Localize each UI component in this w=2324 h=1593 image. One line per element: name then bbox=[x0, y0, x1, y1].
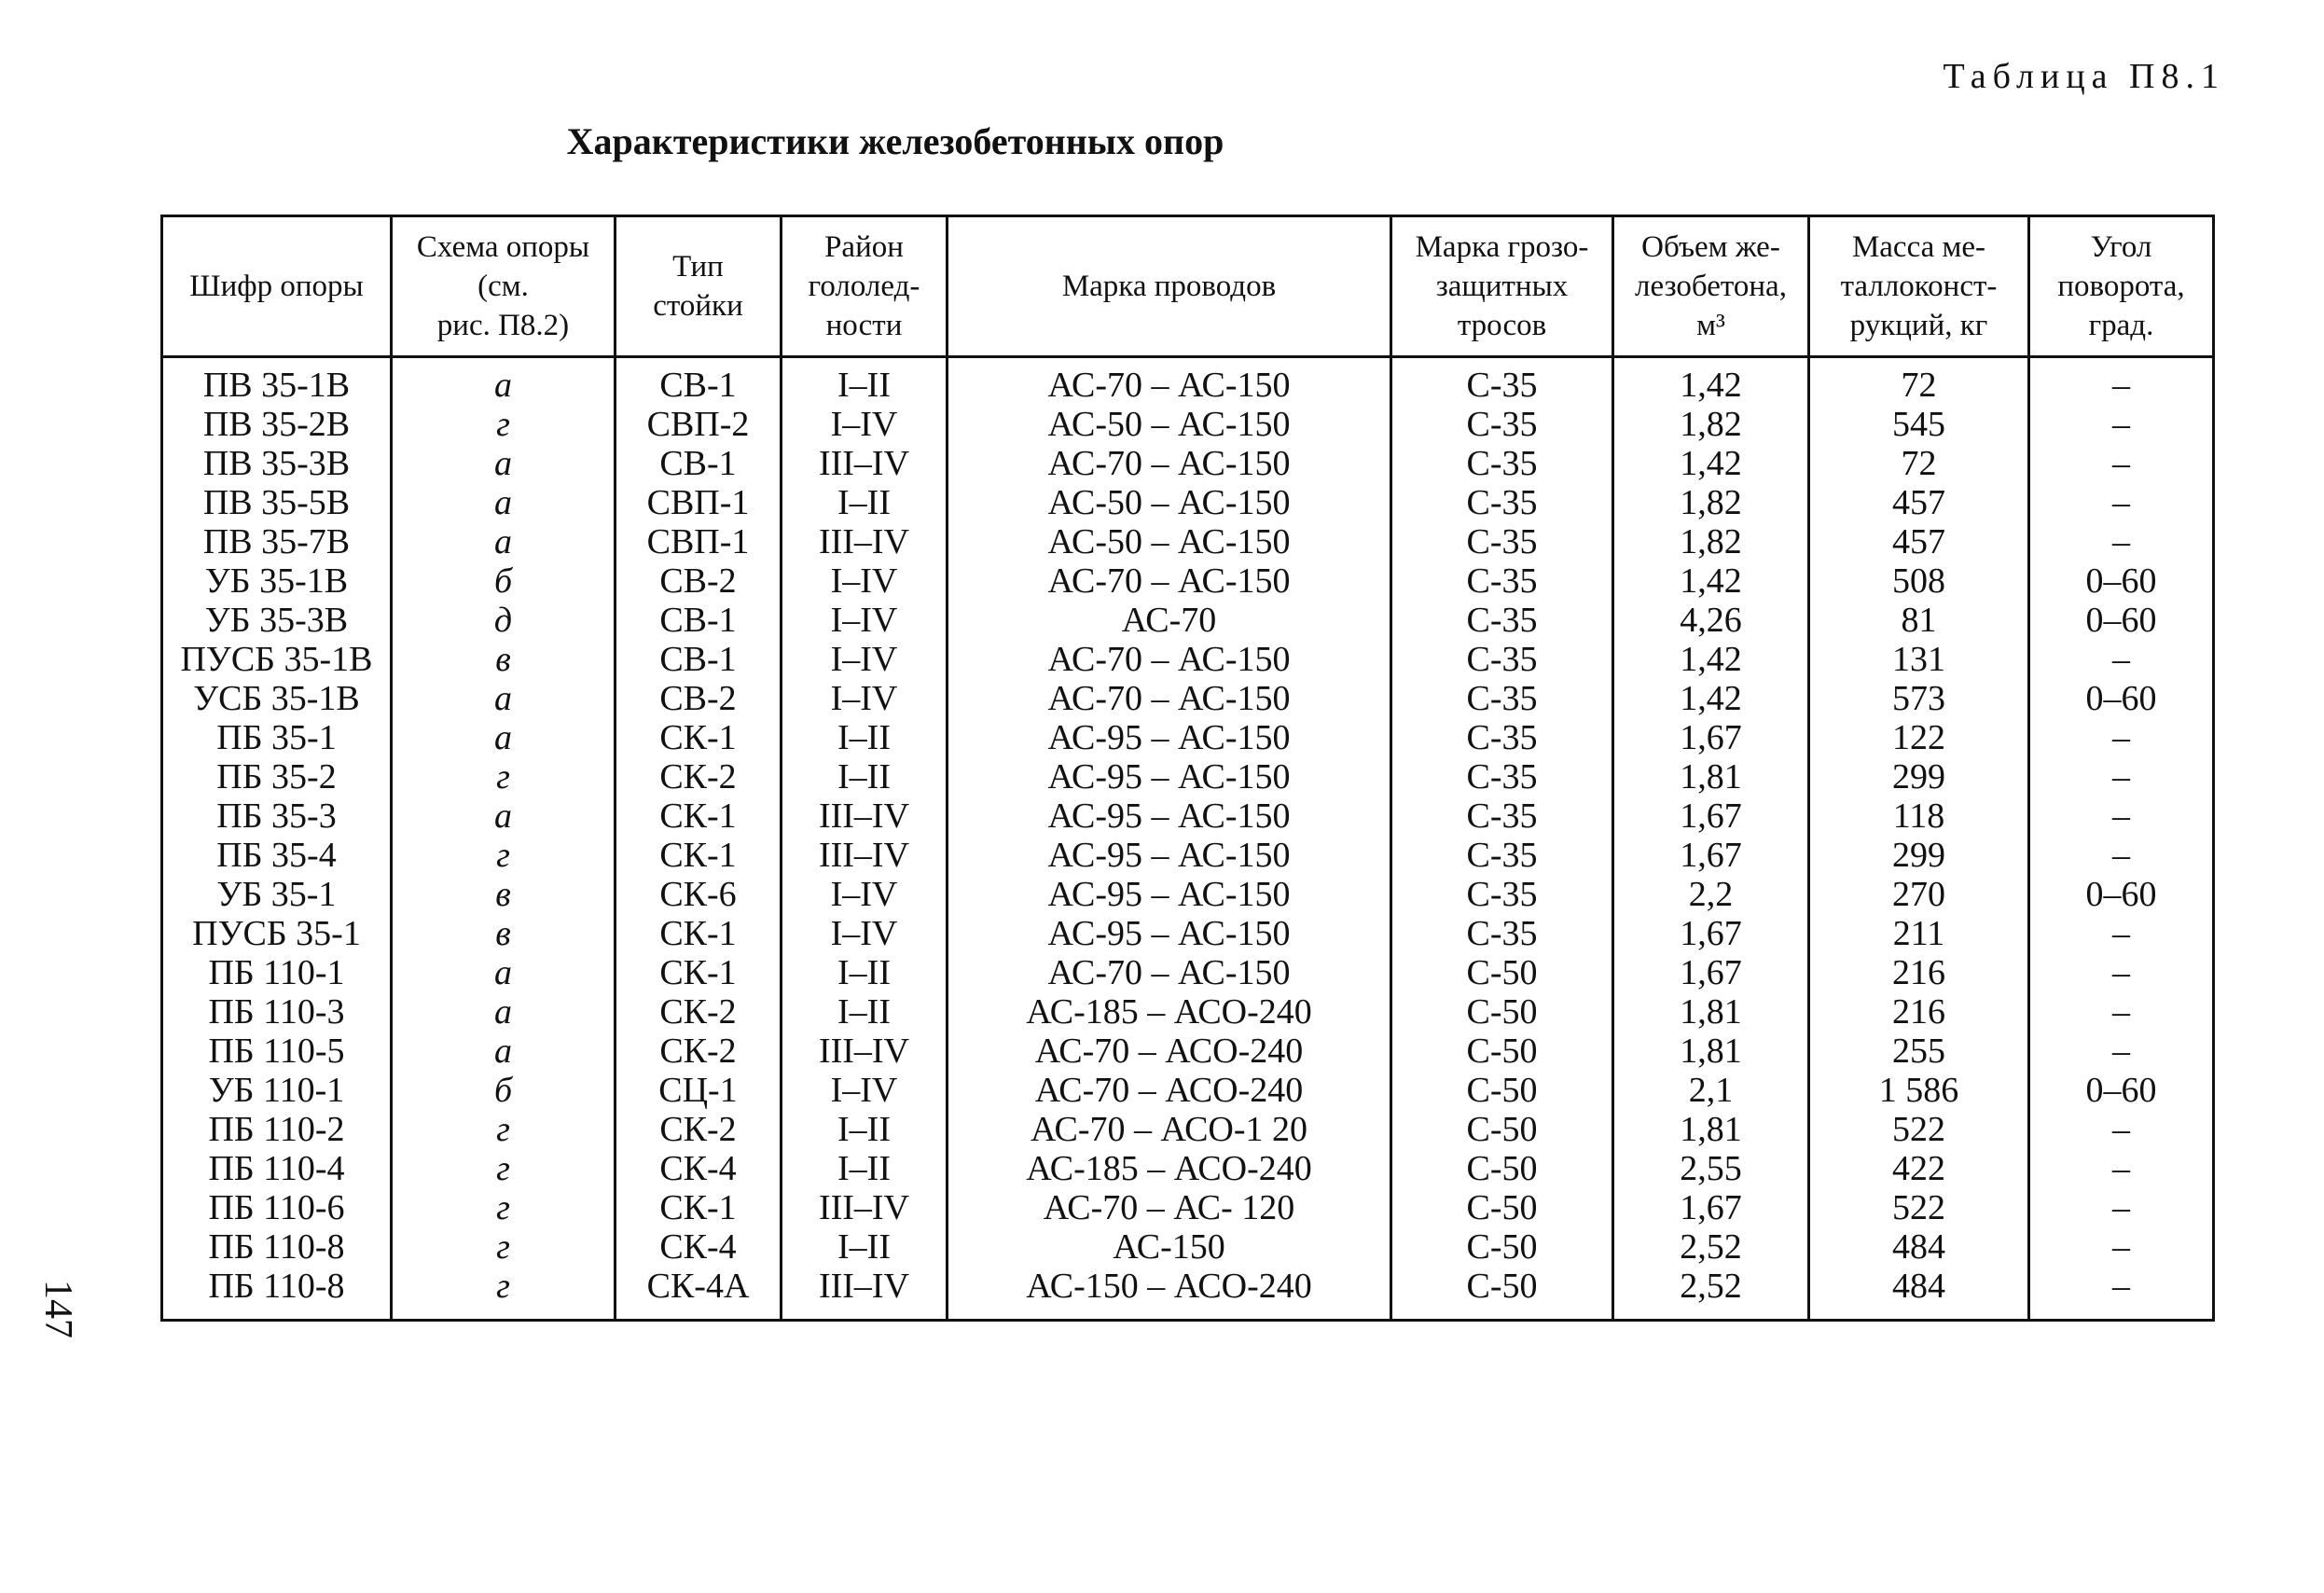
supports-table bbox=[160, 215, 2215, 1322]
cell-ice-region: I–IV bbox=[782, 914, 948, 953]
cell-wire-grade: АС-95 – АС-150 bbox=[948, 875, 1391, 914]
cell-turn-angle: – bbox=[2029, 914, 2214, 953]
table-row bbox=[162, 914, 2214, 953]
cell-concrete-volume: 2,52 bbox=[1613, 1227, 1809, 1267]
cell-stand-type: СВП-1 bbox=[616, 522, 782, 561]
cell-wire-grade: АС-50 – АС-150 bbox=[948, 522, 1391, 561]
cell-stand-type: СВП-1 bbox=[616, 483, 782, 522]
cell-turn-angle: 0–60 bbox=[2029, 1071, 2214, 1110]
cell-scheme: а bbox=[392, 679, 616, 718]
cell-scheme: г bbox=[392, 1149, 616, 1188]
table-header bbox=[162, 216, 2214, 357]
header-line: м³ bbox=[1696, 309, 1725, 342]
cell-scheme: г bbox=[392, 836, 616, 875]
cell-code: ПБ 110-3 bbox=[162, 992, 392, 1032]
table-body bbox=[162, 357, 2214, 1321]
header-metal-mass bbox=[1809, 216, 2029, 357]
cell-scheme: а bbox=[392, 992, 616, 1032]
cell-stand-type: СВ-1 bbox=[616, 444, 782, 483]
table-row bbox=[162, 1188, 2214, 1227]
cell-concrete-volume: 1,67 bbox=[1613, 836, 1809, 875]
cell-ground-wire: С-50 bbox=[1391, 1110, 1613, 1149]
header-line: Масса ме- bbox=[1851, 230, 1986, 264]
cell-turn-angle: 0–60 bbox=[2029, 561, 2214, 601]
cell-metal-mass: 211 bbox=[1809, 914, 2029, 953]
cell-scheme: а bbox=[392, 444, 616, 483]
table-row bbox=[162, 1032, 2214, 1071]
cell-scheme: а bbox=[392, 953, 616, 992]
cell-code: ПБ 110-2 bbox=[162, 1110, 392, 1149]
cell-turn-angle: – bbox=[2029, 640, 2214, 679]
cell-metal-mass: 216 bbox=[1809, 992, 2029, 1032]
table-row bbox=[162, 561, 2214, 601]
cell-scheme: г bbox=[392, 1110, 616, 1149]
cell-turn-angle: – bbox=[2029, 405, 2214, 444]
cell-scheme: а bbox=[392, 1032, 616, 1071]
cell-stand-type: СВ-1 bbox=[616, 601, 782, 640]
cell-stand-type: СК-1 bbox=[616, 796, 782, 836]
cell-metal-mass: 270 bbox=[1809, 875, 2029, 914]
cell-ground-wire: С-35 bbox=[1391, 836, 1613, 875]
cell-ice-region: III–IV bbox=[782, 1032, 948, 1071]
header-line: (см. bbox=[477, 270, 529, 303]
cell-wire-grade: АС-70 – АС-150 bbox=[948, 640, 1391, 679]
cell-turn-angle: – bbox=[2029, 718, 2214, 757]
cell-metal-mass: 422 bbox=[1809, 1149, 2029, 1188]
cell-concrete-volume: 2,2 bbox=[1613, 875, 1809, 914]
cell-ice-region: I–II bbox=[782, 1227, 948, 1267]
cell-concrete-volume: 4,26 bbox=[1613, 601, 1809, 640]
cell-concrete-volume: 1,67 bbox=[1613, 914, 1809, 953]
cell-ground-wire: С-35 bbox=[1391, 718, 1613, 757]
cell-turn-angle: – bbox=[2029, 1032, 2214, 1071]
cell-scheme: б bbox=[392, 561, 616, 601]
cell-ground-wire: С-35 bbox=[1391, 357, 1613, 406]
cell-code: УСБ 35-1В bbox=[162, 679, 392, 718]
cell-metal-mass: 1 586 bbox=[1809, 1071, 2029, 1110]
cell-ground-wire: С-50 bbox=[1391, 992, 1613, 1032]
cell-stand-type: СК-4 bbox=[616, 1149, 782, 1188]
cell-concrete-volume: 1,42 bbox=[1613, 561, 1809, 601]
cell-scheme: в bbox=[392, 914, 616, 953]
header-line: град. bbox=[2088, 309, 2154, 342]
page-number: 147 bbox=[36, 1280, 79, 1338]
cell-ground-wire: С-35 bbox=[1391, 640, 1613, 679]
cell-turn-angle: 0–60 bbox=[2029, 601, 2214, 640]
header-line: тросов bbox=[1457, 309, 1547, 342]
cell-turn-angle: 0–60 bbox=[2029, 875, 2214, 914]
cell-metal-mass: 81 bbox=[1809, 601, 2029, 640]
cell-ice-region: I–II bbox=[782, 1149, 948, 1188]
header-line: Район bbox=[824, 230, 904, 264]
header-scheme bbox=[392, 216, 616, 357]
table-row bbox=[162, 718, 2214, 757]
table-row bbox=[162, 953, 2214, 992]
cell-metal-mass: 545 bbox=[1809, 405, 2029, 444]
cell-ice-region: I–IV bbox=[782, 405, 948, 444]
cell-turn-angle: – bbox=[2029, 1188, 2214, 1227]
header-code bbox=[162, 216, 392, 357]
cell-code: ПВ 35-7В bbox=[162, 522, 392, 561]
cell-code: ПБ 110-8 bbox=[162, 1227, 392, 1267]
cell-wire-grade: АС-150 bbox=[948, 1227, 1391, 1267]
cell-ice-region: I–II bbox=[782, 757, 948, 796]
table-row bbox=[162, 522, 2214, 561]
cell-ground-wire: С-35 bbox=[1391, 875, 1613, 914]
cell-metal-mass: 457 bbox=[1809, 483, 2029, 522]
cell-ice-region: I–IV bbox=[782, 875, 948, 914]
cell-wire-grade: АС-95 – АС-150 bbox=[948, 914, 1391, 953]
cell-metal-mass: 122 bbox=[1809, 718, 2029, 757]
cell-wire-grade: АС-185 – АСО-240 bbox=[948, 992, 1391, 1032]
cell-ice-region: I–II bbox=[782, 1110, 948, 1149]
cell-scheme: а bbox=[392, 718, 616, 757]
cell-turn-angle: – bbox=[2029, 757, 2214, 796]
cell-ice-region: I–IV bbox=[782, 1071, 948, 1110]
cell-concrete-volume: 1,67 bbox=[1613, 1188, 1809, 1227]
table-row bbox=[162, 1110, 2214, 1149]
header-line: стойки bbox=[653, 289, 743, 323]
cell-metal-mass: 131 bbox=[1809, 640, 2029, 679]
cell-code: ПБ 110-1 bbox=[162, 953, 392, 992]
table-row bbox=[162, 875, 2214, 914]
cell-code: УБ 35-3В bbox=[162, 601, 392, 640]
cell-wire-grade: АС-95 – АС-150 bbox=[948, 836, 1391, 875]
cell-concrete-volume: 1,67 bbox=[1613, 796, 1809, 836]
cell-ground-wire: С-50 bbox=[1391, 1267, 1613, 1321]
cell-concrete-volume: 1,81 bbox=[1613, 1110, 1809, 1149]
cell-wire-grade: АС-50 – АС-150 bbox=[948, 483, 1391, 522]
cell-wire-grade: АС-70 – АС- 120 bbox=[948, 1188, 1391, 1227]
cell-scheme: а bbox=[392, 796, 616, 836]
table-row bbox=[162, 836, 2214, 875]
cell-wire-grade: АС-70 – АС-150 bbox=[948, 953, 1391, 992]
cell-code: ПУСБ 35-1В bbox=[162, 640, 392, 679]
cell-stand-type: СК-4А bbox=[616, 1267, 782, 1321]
cell-wire-grade: АС-70 – АСО-240 bbox=[948, 1071, 1391, 1110]
cell-ice-region: III–IV bbox=[782, 796, 948, 836]
cell-ground-wire: С-35 bbox=[1391, 522, 1613, 561]
cell-scheme: а bbox=[392, 522, 616, 561]
table-row bbox=[162, 444, 2214, 483]
cell-code: ПБ 35-1 bbox=[162, 718, 392, 757]
cell-concrete-volume: 2,52 bbox=[1613, 1267, 1809, 1321]
cell-code: ПВ 35-2В bbox=[162, 405, 392, 444]
cell-code: ПВ 35-5В bbox=[162, 483, 392, 522]
cell-code: ПБ 35-2 bbox=[162, 757, 392, 796]
cell-stand-type: СК-4 bbox=[616, 1227, 782, 1267]
cell-scheme: а bbox=[392, 483, 616, 522]
cell-scheme: г bbox=[392, 757, 616, 796]
cell-wire-grade: АС-70 – АСО-240 bbox=[948, 1032, 1391, 1071]
header-line: Объем же- bbox=[1641, 230, 1780, 264]
cell-scheme: б bbox=[392, 1071, 616, 1110]
cell-turn-angle: – bbox=[2029, 1110, 2214, 1149]
cell-code: УБ 35-1В bbox=[162, 561, 392, 601]
cell-concrete-volume: 1,67 bbox=[1613, 718, 1809, 757]
cell-ice-region: III–IV bbox=[782, 836, 948, 875]
cell-stand-type: СК-2 bbox=[616, 1110, 782, 1149]
cell-turn-angle: – bbox=[2029, 1227, 2214, 1267]
cell-wire-grade: АС-95 – АС-150 bbox=[948, 757, 1391, 796]
header-line: рукций, кг bbox=[1849, 309, 1988, 342]
cell-concrete-volume: 1,42 bbox=[1613, 444, 1809, 483]
header-row bbox=[162, 216, 2214, 357]
header-line: ности bbox=[825, 309, 903, 342]
cell-scheme: в bbox=[392, 875, 616, 914]
cell-stand-type: СК-2 bbox=[616, 992, 782, 1032]
table-row bbox=[162, 796, 2214, 836]
cell-wire-grade: АС-185 – АСО-240 bbox=[948, 1149, 1391, 1188]
cell-concrete-volume: 1,67 bbox=[1613, 953, 1809, 992]
cell-turn-angle: – bbox=[2029, 796, 2214, 836]
cell-ground-wire: С-35 bbox=[1391, 679, 1613, 718]
cell-concrete-volume: 1,82 bbox=[1613, 522, 1809, 561]
cell-stand-type: СЦ-1 bbox=[616, 1071, 782, 1110]
cell-ground-wire: С-50 bbox=[1391, 1188, 1613, 1227]
table-row bbox=[162, 357, 2214, 406]
cell-turn-angle: – bbox=[2029, 992, 2214, 1032]
cell-ground-wire: С-35 bbox=[1391, 914, 1613, 953]
cell-stand-type: СК-1 bbox=[616, 718, 782, 757]
cell-ice-region: I–II bbox=[782, 357, 948, 406]
cell-metal-mass: 522 bbox=[1809, 1110, 2029, 1149]
table-row bbox=[162, 757, 2214, 796]
cell-wire-grade: АС-95 – АС-150 bbox=[948, 718, 1391, 757]
cell-turn-angle: 0–60 bbox=[2029, 679, 2214, 718]
cell-stand-type: СВ-1 bbox=[616, 640, 782, 679]
cell-scheme: д bbox=[392, 601, 616, 640]
cell-scheme: в bbox=[392, 640, 616, 679]
cell-code: ПБ 110-8 bbox=[162, 1267, 392, 1321]
cell-stand-type: СК-1 bbox=[616, 953, 782, 992]
cell-ice-region: I–II bbox=[782, 992, 948, 1032]
cell-code: ПВ 35-3В bbox=[162, 444, 392, 483]
cell-metal-mass: 255 bbox=[1809, 1032, 2029, 1071]
header-ground-wire bbox=[1391, 216, 1613, 357]
cell-turn-angle: – bbox=[2029, 1267, 2214, 1321]
table-row bbox=[162, 1071, 2214, 1110]
cell-wire-grade: АС-70 – АС-150 bbox=[948, 561, 1391, 601]
cell-ice-region: III–IV bbox=[782, 522, 948, 561]
cell-turn-angle: – bbox=[2029, 836, 2214, 875]
header-line: поворота, bbox=[2057, 270, 2185, 303]
cell-ice-region: III–IV bbox=[782, 1267, 948, 1321]
cell-ice-region: III–IV bbox=[782, 444, 948, 483]
cell-code: УБ 110-1 bbox=[162, 1071, 392, 1110]
cell-ground-wire: С-50 bbox=[1391, 953, 1613, 992]
table-row bbox=[162, 1227, 2214, 1267]
table-label: Таблица П8.1 bbox=[1943, 57, 2225, 96]
table-row bbox=[162, 992, 2214, 1032]
cell-concrete-volume: 1,82 bbox=[1613, 483, 1809, 522]
cell-code: ПБ 110-5 bbox=[162, 1032, 392, 1071]
cell-wire-grade: АС-70 – АС-150 bbox=[948, 444, 1391, 483]
cell-metal-mass: 299 bbox=[1809, 836, 2029, 875]
table-row bbox=[162, 640, 2214, 679]
cell-code: УБ 35-1 bbox=[162, 875, 392, 914]
cell-turn-angle: – bbox=[2029, 444, 2214, 483]
cell-metal-mass: 522 bbox=[1809, 1188, 2029, 1227]
cell-metal-mass: 457 bbox=[1809, 522, 2029, 561]
cell-turn-angle: – bbox=[2029, 357, 2214, 406]
cell-ice-region: I–IV bbox=[782, 679, 948, 718]
cell-metal-mass: 484 bbox=[1809, 1227, 2029, 1267]
cell-ice-region: I–IV bbox=[782, 640, 948, 679]
cell-concrete-volume: 1,42 bbox=[1613, 679, 1809, 718]
table-row bbox=[162, 1267, 2214, 1321]
cell-wire-grade: АС-70 – АС-150 bbox=[948, 679, 1391, 718]
header-stand-type bbox=[616, 216, 782, 357]
cell-ground-wire: С-35 bbox=[1391, 483, 1613, 522]
cell-stand-type: СК-1 bbox=[616, 914, 782, 953]
cell-stand-type: СК-1 bbox=[616, 1188, 782, 1227]
cell-ground-wire: С-50 bbox=[1391, 1032, 1613, 1071]
header-line: рис. П8.2) bbox=[436, 309, 570, 342]
header-line: Схема опоры bbox=[416, 230, 590, 264]
header-line: Марка проводов bbox=[1061, 270, 1277, 303]
cell-ground-wire: С-50 bbox=[1391, 1227, 1613, 1267]
cell-scheme: г bbox=[392, 405, 616, 444]
header-line: Тип bbox=[672, 250, 724, 284]
cell-stand-type: СК-1 bbox=[616, 836, 782, 875]
cell-ground-wire: С-35 bbox=[1391, 796, 1613, 836]
table-title: Характеристики железобетонных опор bbox=[566, 120, 1224, 162]
cell-stand-type: СК-2 bbox=[616, 757, 782, 796]
cell-wire-grade: АС-50 – АС-150 bbox=[948, 405, 1391, 444]
cell-ice-region: I–IV bbox=[782, 561, 948, 601]
cell-concrete-volume: 2,55 bbox=[1613, 1149, 1809, 1188]
cell-ground-wire: С-50 bbox=[1391, 1149, 1613, 1188]
header-wire-grade bbox=[948, 216, 1391, 357]
cell-ice-region: I–II bbox=[782, 483, 948, 522]
header-line: Шифр опоры bbox=[189, 270, 364, 303]
cell-turn-angle: – bbox=[2029, 522, 2214, 561]
cell-ground-wire: С-50 bbox=[1391, 1071, 1613, 1110]
cell-code: ПБ 110-6 bbox=[162, 1188, 392, 1227]
table-row bbox=[162, 405, 2214, 444]
cell-stand-type: СВП-2 bbox=[616, 405, 782, 444]
cell-concrete-volume: 1,42 bbox=[1613, 640, 1809, 679]
cell-stand-type: СК-6 bbox=[616, 875, 782, 914]
cell-stand-type: СВ-1 bbox=[616, 357, 782, 406]
cell-concrete-volume: 1,81 bbox=[1613, 757, 1809, 796]
cell-wire-grade: АС-70 – АСО-1 20 bbox=[948, 1110, 1391, 1149]
cell-ground-wire: С-35 bbox=[1391, 601, 1613, 640]
cell-stand-type: СВ-2 bbox=[616, 679, 782, 718]
header-line: защитных bbox=[1435, 270, 1569, 303]
cell-metal-mass: 72 bbox=[1809, 357, 2029, 406]
cell-code: ПБ 110-4 bbox=[162, 1149, 392, 1188]
header-line: гололед- bbox=[808, 270, 920, 303]
header-line: Угол bbox=[2090, 230, 2152, 264]
cell-concrete-volume: 1,81 bbox=[1613, 1032, 1809, 1071]
cell-metal-mass: 216 bbox=[1809, 953, 2029, 992]
cell-metal-mass: 573 bbox=[1809, 679, 2029, 718]
cell-turn-angle: – bbox=[2029, 1149, 2214, 1188]
cell-wire-grade: АС-70 bbox=[948, 601, 1391, 640]
header-line: лезобетона, bbox=[1635, 270, 1787, 303]
cell-metal-mass: 72 bbox=[1809, 444, 2029, 483]
cell-concrete-volume: 1,82 bbox=[1613, 405, 1809, 444]
cell-ground-wire: С-35 bbox=[1391, 444, 1613, 483]
table-row bbox=[162, 601, 2214, 640]
cell-stand-type: СВ-2 bbox=[616, 561, 782, 601]
cell-stand-type: СК-2 bbox=[616, 1032, 782, 1071]
cell-scheme: г bbox=[392, 1227, 616, 1267]
cell-scheme: г bbox=[392, 1188, 616, 1227]
cell-wire-grade: АС-95 – АС-150 bbox=[948, 796, 1391, 836]
cell-metal-mass: 118 bbox=[1809, 796, 2029, 836]
header-line: таллоконст- bbox=[1840, 270, 1998, 303]
cell-code: ПВ 35-1В bbox=[162, 357, 392, 406]
cell-ice-region: I–IV bbox=[782, 601, 948, 640]
cell-ice-region: I–II bbox=[782, 953, 948, 992]
cell-code: ПБ 35-4 bbox=[162, 836, 392, 875]
cell-ground-wire: С-35 bbox=[1391, 405, 1613, 444]
table-row bbox=[162, 1149, 2214, 1188]
header-turn-angle bbox=[2029, 216, 2214, 357]
cell-metal-mass: 484 bbox=[1809, 1267, 2029, 1321]
cell-concrete-volume: 1,81 bbox=[1613, 992, 1809, 1032]
cell-turn-angle: – bbox=[2029, 483, 2214, 522]
cell-concrete-volume: 2,1 bbox=[1613, 1071, 1809, 1110]
table-row bbox=[162, 483, 2214, 522]
cell-code: ПБ 35-3 bbox=[162, 796, 392, 836]
cell-metal-mass: 299 bbox=[1809, 757, 2029, 796]
cell-turn-angle: – bbox=[2029, 953, 2214, 992]
header-ice-region bbox=[782, 216, 948, 357]
cell-scheme: г bbox=[392, 1267, 616, 1321]
cell-concrete-volume: 1,42 bbox=[1613, 357, 1809, 406]
cell-ground-wire: С-35 bbox=[1391, 561, 1613, 601]
cell-wire-grade: АС-70 – АС-150 bbox=[948, 357, 1391, 406]
cell-ice-region: III–IV bbox=[782, 1188, 948, 1227]
cell-ice-region: I–II bbox=[782, 718, 948, 757]
cell-scheme: а bbox=[392, 357, 616, 406]
header-concrete-volume bbox=[1613, 216, 1809, 357]
cell-wire-grade: АС-150 – АСО-240 bbox=[948, 1267, 1391, 1321]
table-row bbox=[162, 679, 2214, 718]
cell-ground-wire: С-35 bbox=[1391, 757, 1613, 796]
cell-metal-mass: 508 bbox=[1809, 561, 2029, 601]
cell-code: ПУСБ 35-1 bbox=[162, 914, 392, 953]
header-line: Марка грозо- bbox=[1415, 230, 1589, 264]
